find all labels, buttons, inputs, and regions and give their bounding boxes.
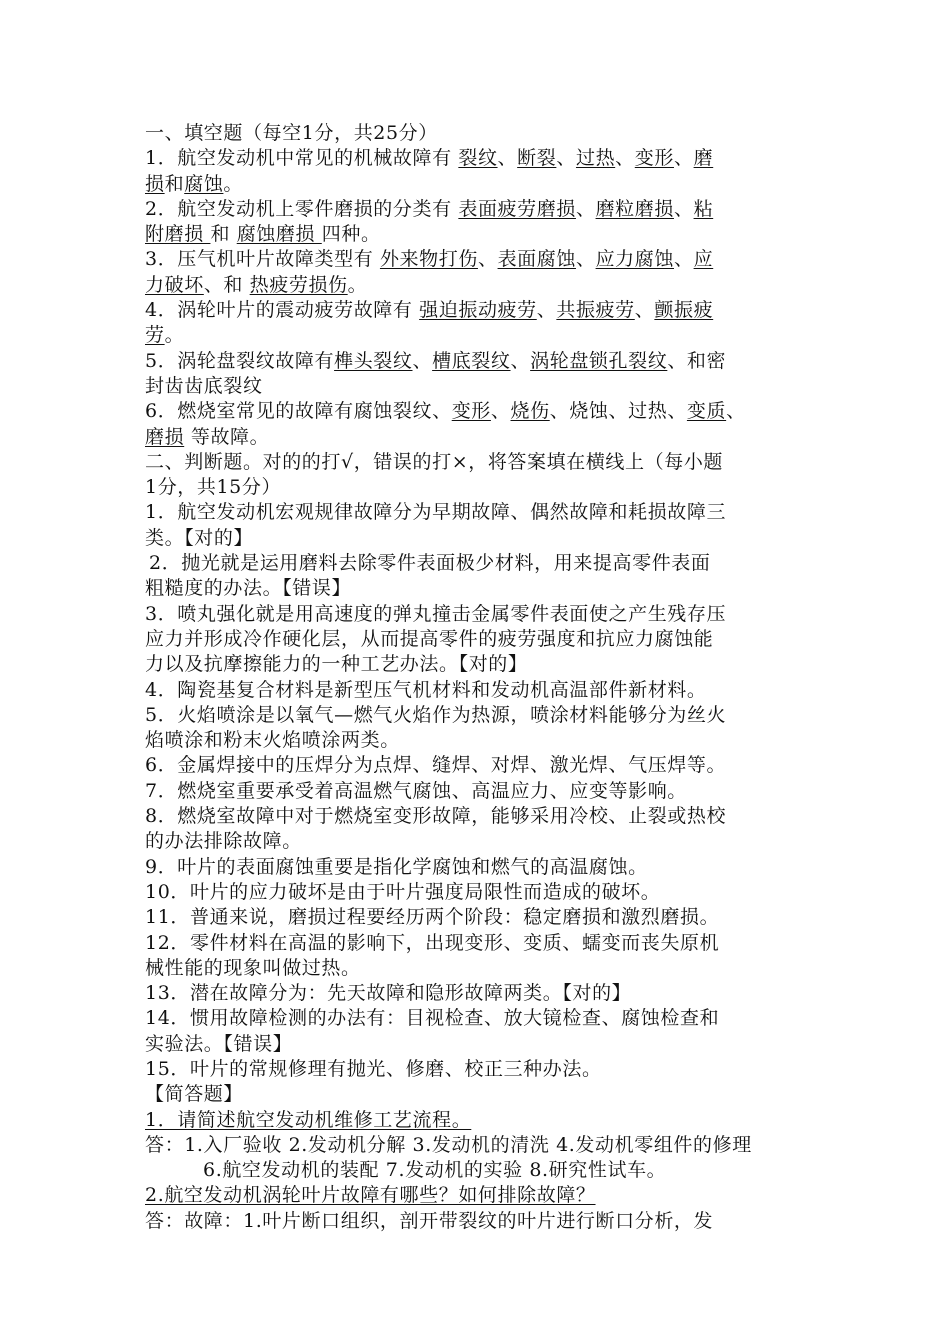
underlined-answer: 应 [693, 248, 714, 271]
text-segment: 9．叶片的表面腐蚀重要是指化学腐蚀和燃气的高温腐蚀。 [145, 855, 648, 878]
text-segment: 、 [615, 147, 635, 170]
text-segment: 焰喷涂和粉末火焰喷涂两类。 [145, 729, 400, 752]
text-line [145, 399, 813, 424]
text-segment: 、 [726, 400, 746, 423]
text-segment: 、 [510, 349, 531, 372]
underlined-answer: 强迫振动疲劳 [419, 299, 537, 322]
text-segment: 6．燃烧室常见的故障有腐蚀裂纹、 [145, 400, 452, 423]
underlined-answer: 槽底裂纹 [432, 349, 511, 372]
underlined-answer: 涡轮盘锁孔裂纹 [530, 349, 668, 372]
text-segment: 1．航空发动机中常见的机械故障有 [145, 147, 459, 170]
text-segment: 4．涡轮叶片的震动疲劳故障有 [145, 299, 420, 322]
text-segment: 。 [223, 172, 244, 195]
text-line [145, 956, 813, 981]
text-line [145, 247, 813, 272]
text-line [145, 905, 813, 930]
text-segment: 3．喷丸强化就是用高速度的弹丸撞击金属零件表面使之产生残存压 [145, 602, 727, 625]
text-segment: 、 [412, 349, 433, 372]
text-segment: 3．压气机叶片故障类型有 [145, 248, 380, 271]
text-segment: 、 [536, 299, 557, 322]
text-line [145, 323, 813, 348]
text-segment: 4．陶瓷基复合材料是新型压气机材料和发动机高温部件新材料。 [145, 678, 707, 701]
text-line [145, 172, 813, 197]
text-segment: 7．燃烧室重要承受着高温燃气腐蚀、高温应力、应变等影响。 [145, 779, 687, 802]
underlined-answer: 磨粒磨损 [595, 197, 674, 220]
section-heading-fill-in [145, 121, 813, 146]
text-segment: 、 [477, 248, 498, 271]
text-segment: 5．火焰喷涂是以氧气—燃气火焰作为热源，喷涂材料能够分为丝火 [145, 703, 727, 726]
text-segment: 5．涡轮盘裂纹故障有 [145, 349, 335, 372]
underlined-answer: 应力腐蚀 [595, 248, 674, 271]
underlined-answer: 磨 [693, 147, 714, 170]
underlined-answer: 断裂 [517, 147, 557, 170]
answer-line [145, 1133, 813, 1158]
text-segment: 6．金属焊接中的压焊分为点焊、缝焊、对焊、激光焊、气压焊等。 [145, 754, 727, 777]
underlined-answer: 外来物打伤 [379, 248, 478, 271]
text-segment: 、和密 [667, 349, 727, 372]
text-line [145, 829, 813, 854]
text-segment: 15．叶片的常规修理有抛光、修磨、校正三种办法。 [145, 1057, 602, 1080]
underlined-answer: 过热 [575, 147, 616, 170]
text-line [145, 349, 813, 374]
question-title [145, 1108, 813, 1133]
text-segment: 答：1.入厂验收 2.发动机分解 3.发动机的清洗 4.发动机零组件的修理 [145, 1133, 752, 1156]
section-heading-true-false [145, 450, 813, 475]
text-line [145, 526, 813, 551]
text-segment: 。 [347, 273, 368, 296]
underlined-answer: 共振疲劳 [556, 299, 635, 322]
underlined-answer: 变形 [634, 147, 674, 170]
text-segment: 、 [575, 248, 596, 271]
text-line [145, 728, 813, 753]
answer-line [145, 1158, 813, 1183]
underlined-answer: 热疲劳损伤 [249, 273, 348, 296]
text-segment: 类。【对的】 [145, 526, 254, 549]
text-segment: 6.航空发动机的装配 7.发动机的实验 8.研究性试车。 [203, 1159, 667, 1182]
text-segment: 8．燃烧室故障中对于燃烧室变形故障，能够采用冷校、止裂或热校 [145, 805, 727, 828]
text-line [145, 703, 813, 728]
text-segment: 。 [164, 324, 185, 347]
text-segment: 2．航空发动机上零件磨损的分类有 [145, 197, 459, 220]
text-line [145, 425, 813, 450]
text-segment: 、 [575, 197, 596, 220]
text-segment: 1分，共15分） [145, 476, 282, 499]
underlined-answer: 表面腐蚀 [497, 248, 576, 271]
text-segment: 二、判断题。对的的打√，错误的打×，将答案填在横线上（每小题 [145, 450, 724, 473]
underlined-answer: 榫头裂纹 [334, 349, 413, 372]
text-line [145, 855, 813, 880]
text-line [145, 475, 813, 500]
underlined-answer: 磨损 [145, 425, 185, 448]
section-heading-short-answer [145, 1082, 813, 1107]
text-segment: 、 [673, 197, 694, 220]
underlined-answer: 力破坏 [145, 273, 204, 296]
text-segment: 一、填空题（每空1分，共25分） [145, 122, 438, 144]
text-line [145, 931, 813, 956]
text-segment: 、烧蚀、过热、 [549, 400, 687, 423]
text-line [145, 551, 813, 576]
text-line [145, 678, 813, 703]
text-segment: 封齿齿底裂纹 [145, 374, 263, 397]
text-segment: 、 [634, 299, 655, 322]
text-line [145, 146, 813, 171]
answer-line [145, 1209, 813, 1234]
text-segment: 13．潜在故障分为：先天故障和隐形故障两类。【对的】 [145, 982, 632, 1005]
text-segment: 四种。 [321, 223, 381, 246]
text-segment: 、 [490, 400, 511, 423]
text-segment: 1．航空发动机宏观规律故障分为早期故障、偶然故障和耗损故障三 [145, 501, 727, 524]
text-segment: 10．叶片的应力破坏是由于叶片强度局限性而造成的破坏。 [145, 880, 661, 903]
underlined-answer: 烧伤 [510, 400, 550, 423]
underlined-answer: 附磨损 [145, 223, 211, 246]
text-line [145, 197, 813, 222]
text-segment: 2．抛光就是运用磨料去除零件表面极少材料，用来提高零件表面 [149, 552, 711, 575]
text-line [145, 652, 813, 677]
text-segment: 应力并形成冷作硬化层，从而提高零件的疲劳强度和抗应力腐蚀能 [145, 627, 714, 650]
underlined-answer: 劳 [145, 324, 165, 347]
text-line [145, 880, 813, 905]
text-line [145, 298, 813, 323]
text-line [145, 1006, 813, 1031]
underlined-answer: 变形 [451, 400, 491, 423]
text-line [145, 1057, 813, 1082]
text-segment: 和 [210, 223, 237, 246]
underlined-answer: 腐蚀 [184, 172, 224, 195]
text-segment: 14．惯用故障检测的办法有：目视检查、放大镜检查、腐蚀检查和 [145, 1007, 720, 1030]
text-segment: 和 [164, 172, 185, 195]
underlined-answer: 粘 [693, 197, 714, 220]
text-line [145, 576, 813, 601]
text-line [145, 222, 813, 247]
underlined-answer: 损 [145, 172, 165, 195]
text-line [145, 500, 813, 525]
text-line [145, 273, 813, 298]
text-segment: 等故障。 [184, 425, 270, 448]
text-line [145, 627, 813, 652]
text-line [145, 981, 813, 1006]
underlined-answer: 腐蚀磨损 [236, 223, 322, 246]
text-line [145, 804, 813, 829]
text-segment: 实验法。【错误】 [145, 1032, 293, 1055]
text-segment: 、 [497, 147, 518, 170]
text-segment: 粗糙度的办法。【错误】 [145, 577, 352, 600]
text-line [145, 602, 813, 627]
text-segment: 答：故障：1.叶片断口组织，剖开带裂纹的叶片进行断口分析，发 [145, 1209, 714, 1232]
text-line [145, 1032, 813, 1057]
text-segment: 的办法排除故障。 [145, 830, 302, 853]
text-line [145, 753, 813, 778]
underlined-answer: 变质 [686, 400, 727, 423]
text-segment: 、和 [203, 273, 250, 296]
text-line [145, 779, 813, 804]
text-segment: 、 [673, 248, 694, 271]
text-segment: 、 [556, 147, 576, 170]
text-segment: 11．普通来说，磨损过程要经历两个阶段：稳定磨损和激烈磨损。 [145, 906, 720, 929]
underlined-answer: 表面疲劳磨损 [458, 197, 576, 220]
text-segment: 【简答题】 [145, 1083, 244, 1106]
question-title [145, 1183, 813, 1208]
text-segment: 力以及抗摩擦能力的一种工艺办法。【对的】 [145, 653, 528, 676]
underlined-answer: 裂纹 [458, 147, 498, 170]
document-body [145, 121, 813, 1234]
text-segment: 械性能的现象叫做过热。 [145, 956, 361, 979]
text-segment: 、 [673, 147, 694, 170]
text-segment: 12．零件材料在高温的影响下，出现变形、变质、蠕变而丧失原机 [145, 931, 720, 954]
underlined-answer: 2.航空发动机涡轮叶片故障有哪些？如何排除故障？ [145, 1184, 596, 1207]
underlined-answer: 1．请简述航空发动机维修工艺流程。 [145, 1108, 472, 1131]
text-line [145, 374, 813, 399]
underlined-answer: 颤振疲 [654, 299, 714, 322]
